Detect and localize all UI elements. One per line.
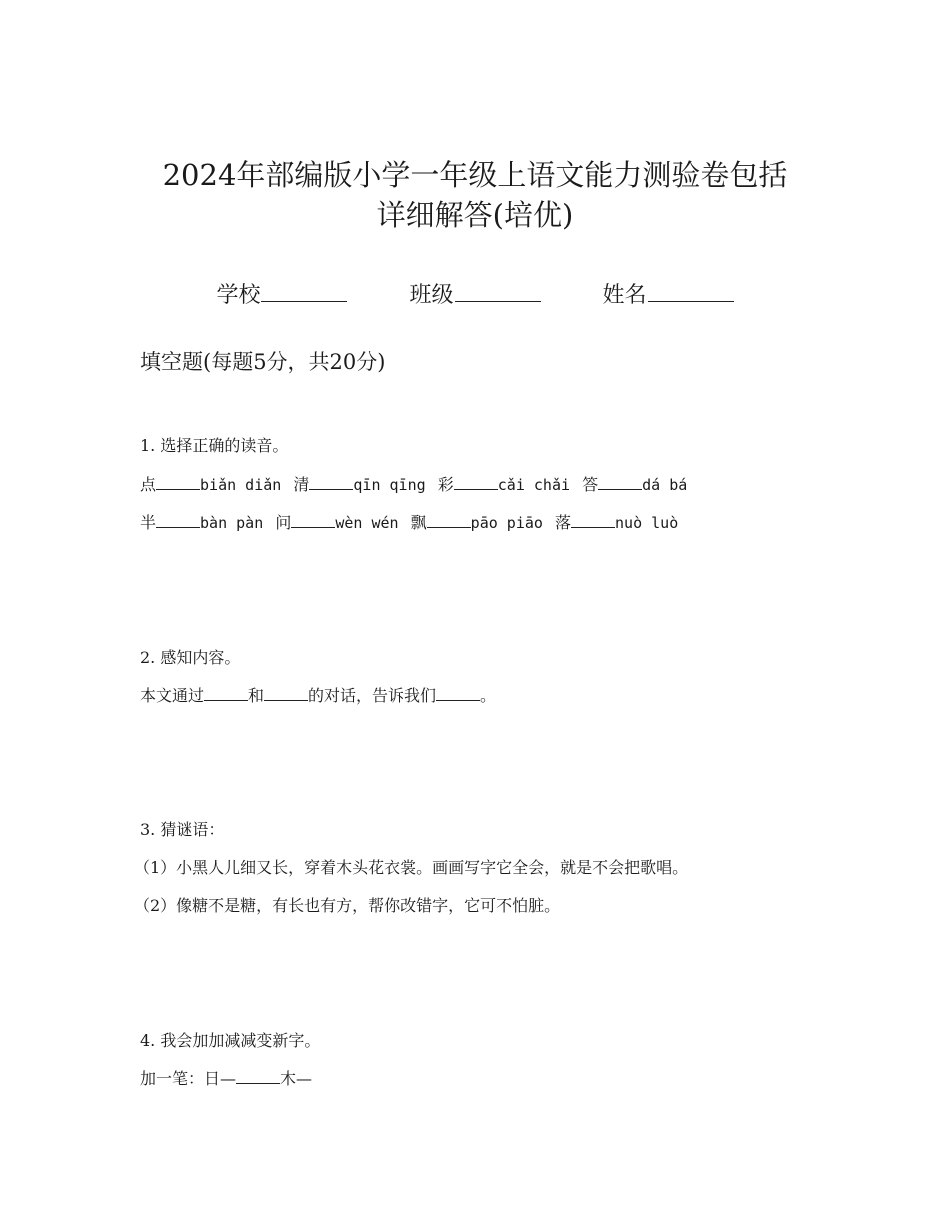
q1-pinyin: qīn qīng xyxy=(353,476,426,494)
school-field[interactable] xyxy=(216,278,347,309)
school-blank[interactable] xyxy=(261,279,347,302)
class-blank[interactable] xyxy=(455,279,541,302)
q2-text: 本文通过 xyxy=(140,686,205,705)
q1-row-1 xyxy=(140,472,694,495)
q4-title: 4. 我会加加减减变新字。 xyxy=(140,1031,321,1050)
answer-blank[interactable] xyxy=(436,684,480,701)
name-blank[interactable] xyxy=(648,279,734,302)
answer-blank[interactable] xyxy=(454,473,498,490)
school-label: 学校 xyxy=(216,283,261,308)
q2-text: 。 xyxy=(480,686,497,705)
answer-blank[interactable] xyxy=(236,1067,280,1084)
name-label: 姓名 xyxy=(602,283,647,308)
q1-item xyxy=(582,472,687,495)
answer-blank[interactable] xyxy=(571,511,615,528)
q1-title: 1. 选择正确的读音。 xyxy=(140,436,289,455)
q2-sentence xyxy=(140,683,496,706)
q1-char: 半 xyxy=(140,513,157,532)
answer-blank[interactable] xyxy=(427,511,471,528)
q1-item xyxy=(140,510,263,533)
q3-riddle-2: （2）像糖不是糖，有长也有方，帮你改错字，它可不怕脏。 xyxy=(134,896,561,915)
answer-blank[interactable] xyxy=(156,473,200,490)
q1-item xyxy=(438,472,570,495)
q1-item xyxy=(555,510,678,533)
q4-char-2: 木— xyxy=(280,1069,313,1088)
q1-item xyxy=(275,510,398,533)
q4-char-1: 日— xyxy=(204,1069,237,1088)
q1-pinyin: bàn pàn xyxy=(200,514,264,532)
q1-char: 飘 xyxy=(410,513,427,532)
answer-blank[interactable] xyxy=(264,684,308,701)
answer-blank[interactable] xyxy=(598,473,642,490)
answer-blank[interactable] xyxy=(309,473,353,490)
class-field[interactable] xyxy=(409,278,540,309)
q2-text: 和 xyxy=(248,686,265,705)
q1-item xyxy=(293,472,425,495)
title-line-2: 详细解答(培优) xyxy=(376,198,574,232)
q1-pinyin: nuò luò xyxy=(615,514,679,532)
answer-blank[interactable] xyxy=(156,511,200,528)
q1-pinyin: biǎn diǎn xyxy=(200,476,282,494)
q1-row-2 xyxy=(140,510,685,533)
q1-item xyxy=(411,510,543,533)
q4-row xyxy=(140,1066,312,1089)
q3-title: 3. 猜谜语： xyxy=(140,820,225,839)
student-info-row xyxy=(0,278,950,309)
q1-char: 答 xyxy=(582,475,599,494)
q3-riddle-1: （1）小黑人儿细又长，穿着木头花衣裳。画画写字它全会，就是不会把歌唱。 xyxy=(134,858,689,877)
q1-char: 落 xyxy=(555,513,572,532)
q2-text: 的对话，告诉我们 xyxy=(308,686,437,705)
q1-char: 清 xyxy=(293,475,310,494)
answer-blank[interactable] xyxy=(291,511,335,528)
q4-label: 加一笔： xyxy=(140,1069,205,1088)
q1-item xyxy=(140,472,281,495)
section-heading: 填空题(每题5分，共20分) xyxy=(140,350,386,374)
q1-pinyin: cǎi chǎi xyxy=(497,476,571,494)
answer-blank[interactable] xyxy=(204,684,248,701)
q1-char: 彩 xyxy=(437,475,454,494)
q2-title: 2. 感知内容。 xyxy=(140,648,241,667)
title-line-1: 2024年部编版小学一年级上语文能力测验卷包括 xyxy=(162,158,788,192)
q1-pinyin: pāo piāo xyxy=(470,514,543,532)
q1-char: 点 xyxy=(140,475,157,494)
q1-pinyin: wèn wén xyxy=(335,514,399,532)
q1-pinyin: dá bá xyxy=(642,476,688,494)
q1-char: 问 xyxy=(275,513,292,532)
name-field[interactable] xyxy=(603,278,734,309)
class-label: 班级 xyxy=(409,283,454,308)
